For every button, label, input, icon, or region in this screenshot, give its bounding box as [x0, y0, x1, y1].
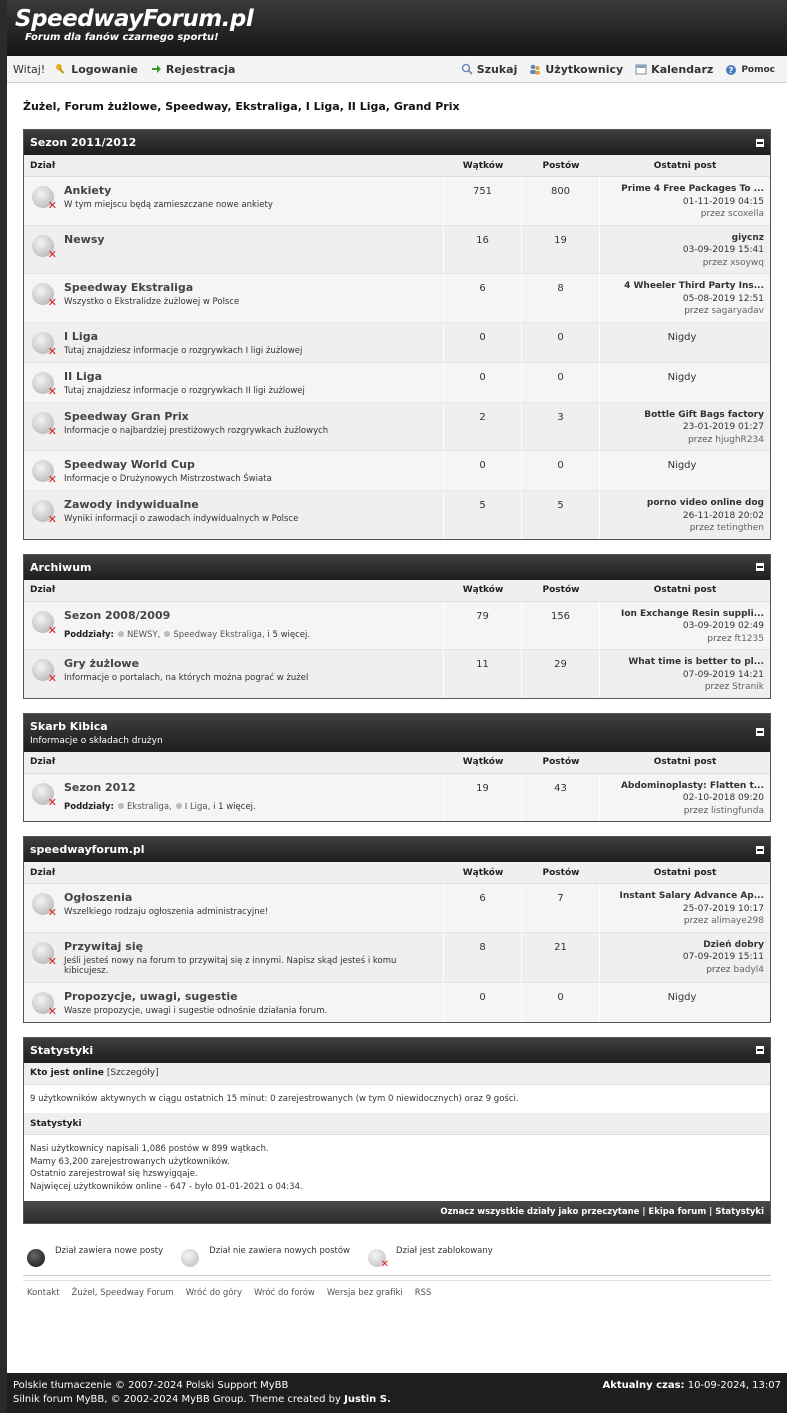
collapse-icon[interactable] — [756, 563, 764, 571]
last-post-user[interactable]: tetingthen — [717, 523, 764, 533]
stats-header — [24, 1038, 770, 1063]
members-link[interactable]: Użytkownicy — [529, 63, 623, 76]
last-post-title[interactable]: 4 Wheeler Third Party Ins... — [624, 281, 764, 291]
by-label: przez — [689, 523, 715, 533]
subforums: Poddziały: NEWSY, Speedway Ekstraliga, i 5 więcej. — [64, 629, 311, 640]
forum-locked-icon — [32, 783, 54, 805]
thread-count: 2 — [444, 403, 522, 451]
last-post-user[interactable]: xsoywq — [730, 257, 764, 268]
forum-row — [24, 774, 770, 822]
last-post-date: 23-01-2019 01:27 — [682, 422, 764, 432]
contact-link[interactable]: Kontakt — [27, 1287, 60, 1298]
last-post-title[interactable]: Instant Salary Advance Ap... — [619, 891, 764, 901]
category-header — [24, 130, 770, 155]
last-post-date: 03-09-2019 02:49 — [682, 621, 764, 631]
forum-name[interactable]: Speedway Gran Prix — [64, 409, 189, 423]
who-online-text: 9 użytkowników aktywnych w ciągu ostatnich 15 minut: 0 zarejestrowanych (w tym 0 niewidocznych) oraz 9 gości. — [24, 1085, 770, 1114]
col-forum: Dział — [30, 757, 56, 767]
forum-locked-icon — [32, 500, 54, 522]
thread-count: 0 — [444, 983, 522, 1022]
category-title[interactable]: speedwayforum.pl — [30, 843, 145, 856]
last-post-title[interactable]: Bottle Gift Bags factory — [644, 409, 764, 420]
subforum-more: i 5 więcej. — [267, 629, 311, 640]
forum-desc: Wszelkiego rodzaju ogłoszenia administracyjne! — [64, 907, 269, 917]
subforums: Poddziały: Ekstraliga, I Liga, i 1 więcej. — [64, 801, 256, 812]
last-post — [600, 933, 770, 982]
thread-count: 6 — [444, 274, 522, 322]
col-posts: Postów — [542, 867, 580, 878]
forum-name[interactable]: Speedway World Cup — [64, 458, 195, 471]
category-header — [24, 837, 770, 862]
forum-desc: W tym miejscu będą zamieszczane nowe ankiety — [64, 200, 273, 210]
col-posts: Postów — [542, 585, 580, 595]
by-label: przez — [683, 805, 709, 816]
last-post-title[interactable]: What time is better to pl... — [628, 657, 764, 667]
post-count: 29 — [522, 650, 600, 698]
post-count: 5 — [522, 491, 600, 539]
col-threads: Wątków — [462, 867, 504, 878]
by-label: przez — [683, 916, 709, 926]
last-post — [600, 491, 770, 539]
last-post-user[interactable]: badyl4 — [733, 964, 764, 975]
forum-name[interactable]: I Liga — [64, 329, 98, 343]
theme-author[interactable]: Justin S. — [344, 1394, 391, 1405]
last-post — [600, 403, 770, 451]
collapse-icon[interactable] — [756, 728, 764, 736]
search-icon — [461, 63, 473, 75]
forum-row — [24, 323, 770, 363]
back-to-top-link[interactable]: Wróć do góry — [185, 1287, 243, 1298]
locked-icon — [368, 1249, 386, 1267]
users-icon — [529, 63, 541, 75]
forum-row — [24, 363, 770, 403]
thread-count: 11 — [444, 650, 522, 698]
lite-version-link[interactable]: Wersja bez grafiki — [326, 1287, 403, 1298]
by-label: przez — [687, 434, 713, 445]
by-label: przez — [700, 209, 726, 219]
forum-locked-icon — [32, 659, 54, 681]
last-post — [600, 774, 770, 822]
copyright-footer: Polskie tłumaczenie © 2007-2024 Polski Support MyBB Silnik forum MyBB, © 2002-2024 MyBB Group. Theme created by Justin S. Aktualny czas: 10-09-2024, 13:07 — [7, 1373, 787, 1413]
post-count: 156 — [522, 602, 600, 650]
col-last-post: Ostatni post — [653, 160, 717, 171]
last-post-user[interactable]: hjughR234 — [715, 434, 764, 445]
category-header — [24, 555, 770, 580]
help-link[interactable]: ? Pomoc — [725, 58, 781, 81]
post-count: 8 — [522, 274, 600, 322]
key-icon — [55, 63, 67, 75]
thread-count: 6 — [444, 884, 522, 932]
no-new-posts-icon — [181, 1249, 199, 1267]
forum-row — [24, 403, 770, 452]
category-title[interactable]: Skarb Kibica — [30, 719, 108, 733]
forum-name[interactable]: Speedway Ekstraliga — [64, 281, 194, 294]
col-forum: Dział — [30, 585, 56, 595]
subforum-more: i 1 więcej. — [213, 801, 256, 812]
col-last-post: Ostatni post — [653, 867, 717, 878]
post-count: 3 — [522, 403, 600, 451]
page-title: Żużel, Forum żużlowe, Speedway, Ekstraliga, I Liga, II Liga, Grand Prix — [23, 100, 460, 113]
col-forum: Dział — [30, 160, 56, 171]
last-post-date: 25-07-2019 10:17 — [682, 903, 764, 914]
last-post-date: 26-11-2018 20:02 — [682, 510, 764, 521]
stats-title: Statystyki — [30, 1043, 94, 1057]
by-label: przez — [706, 964, 731, 975]
last-post-title[interactable]: Abdominoplasty: Flatten t... — [620, 780, 764, 791]
subforum-link[interactable]: Speedway Ekstraliga, — [173, 629, 265, 640]
stats-subheader: Statystyki — [24, 1113, 770, 1135]
last-post-user[interactable]: alimaye298 — [711, 916, 764, 926]
last-post — [600, 650, 770, 698]
forum-row — [24, 983, 770, 1022]
last-post — [600, 226, 770, 274]
current-time: 10-09-2024, 13:07 — [687, 1380, 781, 1391]
thread-count: 79 — [444, 602, 522, 650]
bottom-links — [23, 1280, 771, 1304]
forum-row — [24, 226, 770, 275]
category-archiwum — [23, 554, 771, 699]
forum-locked-icon — [32, 942, 54, 964]
forum-name[interactable]: II Liga — [64, 369, 103, 383]
last-post-never: Nigdy — [667, 991, 697, 1003]
rss-link[interactable]: RSS — [414, 1287, 432, 1298]
last-post-never: Nigdy — [667, 371, 697, 383]
thread-count: 751 — [444, 177, 522, 225]
collapse-icon[interactable] — [756, 846, 764, 854]
last-post-title[interactable]: Prime 4 Free Packages To ... — [621, 184, 764, 194]
col-posts: Postów — [542, 757, 580, 767]
thread-count: 0 — [444, 323, 522, 362]
stats-lines: Nasi użytkownicy napisali 1,086 postów w 899 wątkach. Mamy 63,200 zarejestrowanych użytkowników. Ostatnio zarejestrował się hzswyigqaje. Najwięcej użytkowników online - 647 - było 01-01-2021 o 04:34. — [24, 1135, 770, 1201]
forum-row — [24, 451, 770, 491]
last-post — [600, 884, 770, 932]
thread-count: 16 — [444, 226, 522, 274]
top-navbar — [7, 56, 787, 83]
collapse-icon[interactable] — [756, 139, 764, 147]
forum-desc: Wasze propozycje, uwagi i sugestie odnośnie działania forum. — [64, 1005, 328, 1016]
last-post-user[interactable]: sagaryadav — [711, 306, 764, 316]
col-last-post: Ostatni post — [653, 757, 717, 767]
forum-locked-icon — [32, 235, 54, 257]
forum-locked-icon — [32, 332, 54, 354]
thread-count: 0 — [444, 451, 522, 490]
last-post-date: 07-09-2019 15:11 — [682, 952, 764, 962]
thread-count: 0 — [444, 363, 522, 402]
last-post — [600, 602, 770, 650]
logo-title[interactable]: SpeedwayForum.pl — [15, 6, 254, 32]
last-post-title[interactable]: Dzień dobry — [703, 939, 764, 950]
last-post-user[interactable]: ft1235 — [734, 633, 764, 644]
forum-name[interactable]: Propozycje, uwagi, sugestie — [64, 989, 238, 1003]
search-link[interactable]: Szukaj — [461, 63, 518, 76]
forum-locked-icon — [32, 186, 54, 208]
column-headers — [24, 752, 770, 774]
statistics-box — [23, 1037, 771, 1225]
forum-row — [24, 602, 770, 651]
last-post-date: 05-08-2019 12:51 — [682, 293, 764, 304]
forum-row — [24, 650, 770, 698]
col-forum: Dział — [30, 867, 56, 878]
forum-row — [24, 491, 770, 539]
post-count: 0 — [522, 363, 600, 402]
by-label: przez — [704, 682, 730, 692]
forum-locked-icon — [32, 283, 54, 305]
collapse-icon[interactable] — [756, 1046, 764, 1054]
forum-desc: Tutaj znajdziesz informacje o rozgrywkach II ligi żużlowej — [64, 385, 305, 396]
welcome-text: Witaj! — [13, 62, 46, 76]
col-threads: Wątków — [462, 160, 504, 171]
category-sezon-2011-2012 — [23, 129, 771, 540]
forum-row — [24, 884, 770, 933]
online-details-link[interactable]: [Szczegóły] — [106, 1068, 159, 1078]
back-to-forums-link[interactable]: Wróć do forów — [254, 1287, 315, 1298]
last-post — [600, 177, 770, 225]
last-post-date: 02-10-2018 09:20 — [682, 793, 764, 803]
last-post-never: Nigdy — [667, 331, 697, 343]
col-posts: Postów — [542, 160, 580, 171]
category-skarb-kibica — [23, 713, 771, 823]
col-last-post: Ostatni post — [653, 585, 717, 595]
post-count: 7 — [522, 884, 600, 932]
category-desc: Informacje o składach drużyn — [30, 735, 163, 746]
last-post-date: 07-09-2019 14:21 — [682, 669, 764, 680]
register-link[interactable]: Rejestracja — [150, 63, 236, 76]
thread-count: 8 — [444, 933, 522, 982]
last-post-title[interactable]: porno video online dog — [646, 498, 764, 508]
main-content — [7, 83, 787, 1373]
by-label: przez — [707, 633, 732, 644]
arrow-right-icon — [150, 63, 162, 75]
forum-name[interactable]: Zawody indywidualne — [64, 498, 199, 511]
logo-subtitle: Forum dla fanów czarnego sportu! — [25, 32, 219, 43]
thread-count: 19 — [444, 774, 522, 822]
post-count: 21 — [522, 933, 600, 982]
help-icon — [725, 64, 737, 76]
post-count: 800 — [522, 177, 600, 225]
calendar-link[interactable]: Kalendarz — [635, 63, 713, 76]
forum-locked-icon — [32, 460, 54, 482]
calendar-icon — [635, 63, 647, 75]
forum-desc: Wyniki informacji o zawodach indywidualnych w Polsce — [64, 514, 299, 524]
subforum-link[interactable]: Ekstraliga, — [126, 801, 172, 812]
col-threads: Wątków — [462, 585, 504, 595]
forum-desc: Informacje o Drużynowych Mistrzostwach Świata — [64, 474, 272, 484]
login-link[interactable]: Logowanie — [55, 63, 138, 76]
forum-row — [24, 177, 770, 226]
column-headers — [24, 155, 770, 177]
forum-row — [24, 933, 770, 983]
forum-name[interactable]: Ankiety — [64, 184, 112, 197]
forum-locked-icon — [32, 992, 54, 1014]
new-posts-icon — [27, 1249, 45, 1267]
by-label: przez — [684, 306, 709, 316]
last-post-user[interactable]: listingfunda — [711, 805, 764, 816]
column-headers — [24, 862, 770, 884]
forum-locked-icon — [32, 893, 54, 915]
stats-footer-links[interactable]: Oznacz wszystkie działy jako przeczytane | Ekipa forum | Statystyki — [24, 1201, 770, 1223]
post-count: 0 — [522, 451, 600, 490]
forum-row — [24, 274, 770, 323]
last-post-date: 03-09-2019 15:41 — [682, 245, 764, 255]
post-count: 19 — [522, 226, 600, 274]
forum-locked-icon — [32, 372, 54, 394]
subforum-link[interactable]: NEWSY, — [126, 629, 161, 640]
who-online-header: Kto jest online [Szczegóły] — [24, 1063, 770, 1085]
last-post-title[interactable]: giycnz — [731, 232, 764, 243]
subforum-link[interactable]: I Liga, — [184, 801, 211, 812]
forum-name[interactable]: Gry żużlowe — [64, 657, 140, 670]
category-header — [24, 714, 770, 752]
forum-desc: Informacje o portalach, na których można pograć w żużel — [64, 673, 309, 683]
forum-name[interactable]: Newsy — [64, 232, 105, 246]
post-count: 0 — [522, 323, 600, 362]
column-headers — [24, 580, 770, 602]
forum-locked-icon — [32, 412, 54, 434]
category-title[interactable]: Archiwum — [30, 560, 92, 574]
legend: Dział zawiera nowe posty Dział nie zawiera nowych postów ✕ Dział jest zablokowany — [23, 1238, 771, 1276]
last-post — [600, 274, 770, 322]
forum-name[interactable]: Ogłoszenia — [64, 891, 133, 904]
forum-desc: Tutaj znajdziesz informacje o rozgrywkach I ligi żużlowej — [64, 345, 303, 356]
post-count: 43 — [522, 774, 600, 822]
last-post-date: 01-11-2019 04:15 — [682, 196, 764, 207]
forum-locked-icon — [32, 611, 54, 633]
forum-name[interactable]: Sezon 2008/2009 — [64, 608, 171, 622]
forum-desc: Informacje o najbardziej prestiżowych rozgrywkach żużlowych — [64, 425, 329, 436]
last-post-user[interactable]: scoxella — [728, 209, 764, 219]
forum-name[interactable]: Przywitaj się — [64, 939, 144, 953]
post-count: 0 — [522, 983, 600, 1022]
forum-desc: Jeśli jesteś nowy na forum to przywitaj się z innymi. Napisz skąd jesteś i komu kibicujesz. — [64, 955, 397, 976]
by-label: przez — [702, 257, 728, 268]
forum-name[interactable]: Sezon 2012 — [64, 780, 136, 794]
category-speedwayforum — [23, 836, 771, 1023]
category-title[interactable]: Sezon 2011/2012 — [30, 136, 137, 149]
last-post-user[interactable]: Stranik — [732, 682, 764, 692]
thread-count: 5 — [444, 491, 522, 539]
site-header — [7, 0, 787, 56]
col-threads: Wątków — [462, 757, 504, 767]
svg-text:?: ? — [728, 66, 734, 75]
home-link[interactable]: Żużel, Speedway Forum — [71, 1287, 174, 1298]
forum-desc: Wszystko o Ekstralidze żużlowej w Polsce — [64, 297, 240, 307]
last-post-title[interactable]: Ion Exchange Resin suppli... — [620, 608, 764, 619]
last-post-never: Nigdy — [667, 460, 697, 471]
